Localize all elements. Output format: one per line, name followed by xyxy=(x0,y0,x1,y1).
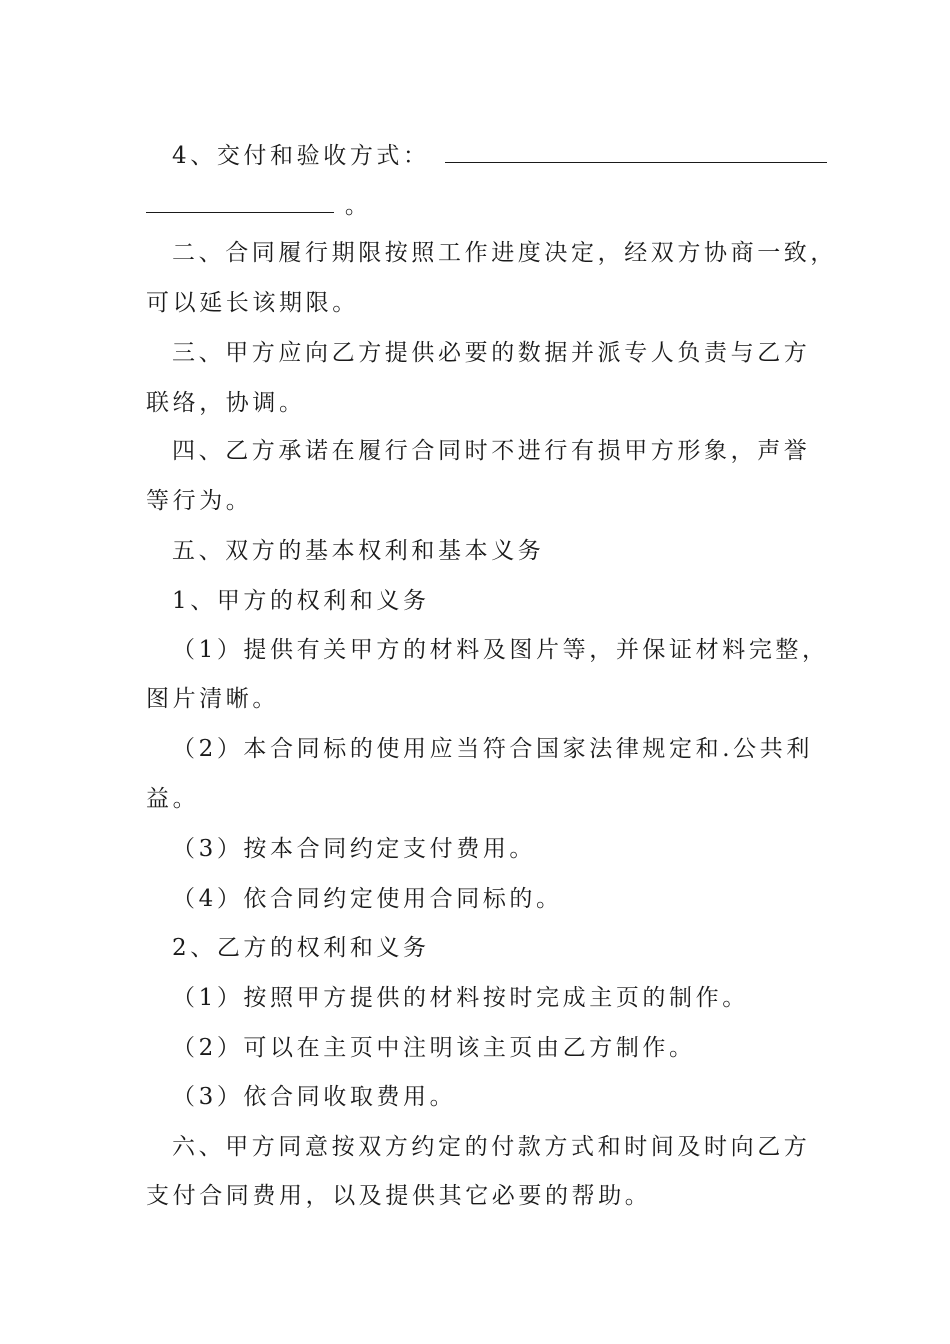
delivery-acceptance-continuation xyxy=(146,190,372,221)
clause-5-1-item-4: （4）依合同约定使用合同标的。 xyxy=(172,886,563,912)
clause-3-line-1: 三、甲方应向乙方提供必要的数据并派专人负责与乙方 xyxy=(172,340,811,366)
clause-6-line-1: 六、甲方同意按双方约定的付款方式和时间及时向乙方 xyxy=(172,1134,811,1160)
clause-5-2-item-1: （1）按照甲方提供的材料按时完成主页的制作。 xyxy=(172,985,749,1011)
clause-5-1-item-2-line-2: 益。 xyxy=(146,786,200,812)
clause-5-2-item-3: （3）依合同收取费用。 xyxy=(172,1084,457,1110)
clause-4-line-2: 等行为。 xyxy=(146,488,253,514)
clause-3-line-2: 联络，协调。 xyxy=(146,390,306,416)
clause-5-2-heading: 2、乙方的权利和义务 xyxy=(172,935,430,961)
clause-5-heading: 五、双方的基本权利和基本义务 xyxy=(172,538,545,564)
delivery-acceptance-blank[interactable] xyxy=(445,140,827,163)
clause-5-1-item-1-line-1: （1）提供有关甲方的材料及图片等，并保证材料完整， xyxy=(172,637,829,663)
delivery-acceptance-blank-continued[interactable] xyxy=(146,190,334,213)
delivery-acceptance-end-mark: 。 xyxy=(344,193,372,219)
clause-2-line-2: 可以延长该期限。 xyxy=(146,290,359,316)
delivery-acceptance-label: 4、交付和验收方式： xyxy=(172,143,430,169)
clause-5-1-item-3: （3）按本合同约定支付费用。 xyxy=(172,836,537,862)
delivery-acceptance-line xyxy=(172,140,827,171)
clause-5-1-item-1-line-2: 图片清晰。 xyxy=(146,686,279,712)
clause-4-line-1: 四、乙方承诺在履行合同时不进行有损甲方形象，声誉 xyxy=(172,438,811,464)
clause-5-1-heading: 1、甲方的权利和义务 xyxy=(172,588,430,614)
clause-5-2-item-2: （2）可以在主页中注明该主页由乙方制作。 xyxy=(172,1035,696,1061)
clause-6-line-2: 支付合同费用，以及提供其它必要的帮助。 xyxy=(146,1183,652,1209)
clause-2-line-1: 二、合同履行期限按照工作进度决定，经双方协商一致， xyxy=(172,240,837,266)
clause-5-1-item-2-line-1: （2）本合同标的使用应当符合国家法律规定和.公共利 xyxy=(172,736,813,762)
